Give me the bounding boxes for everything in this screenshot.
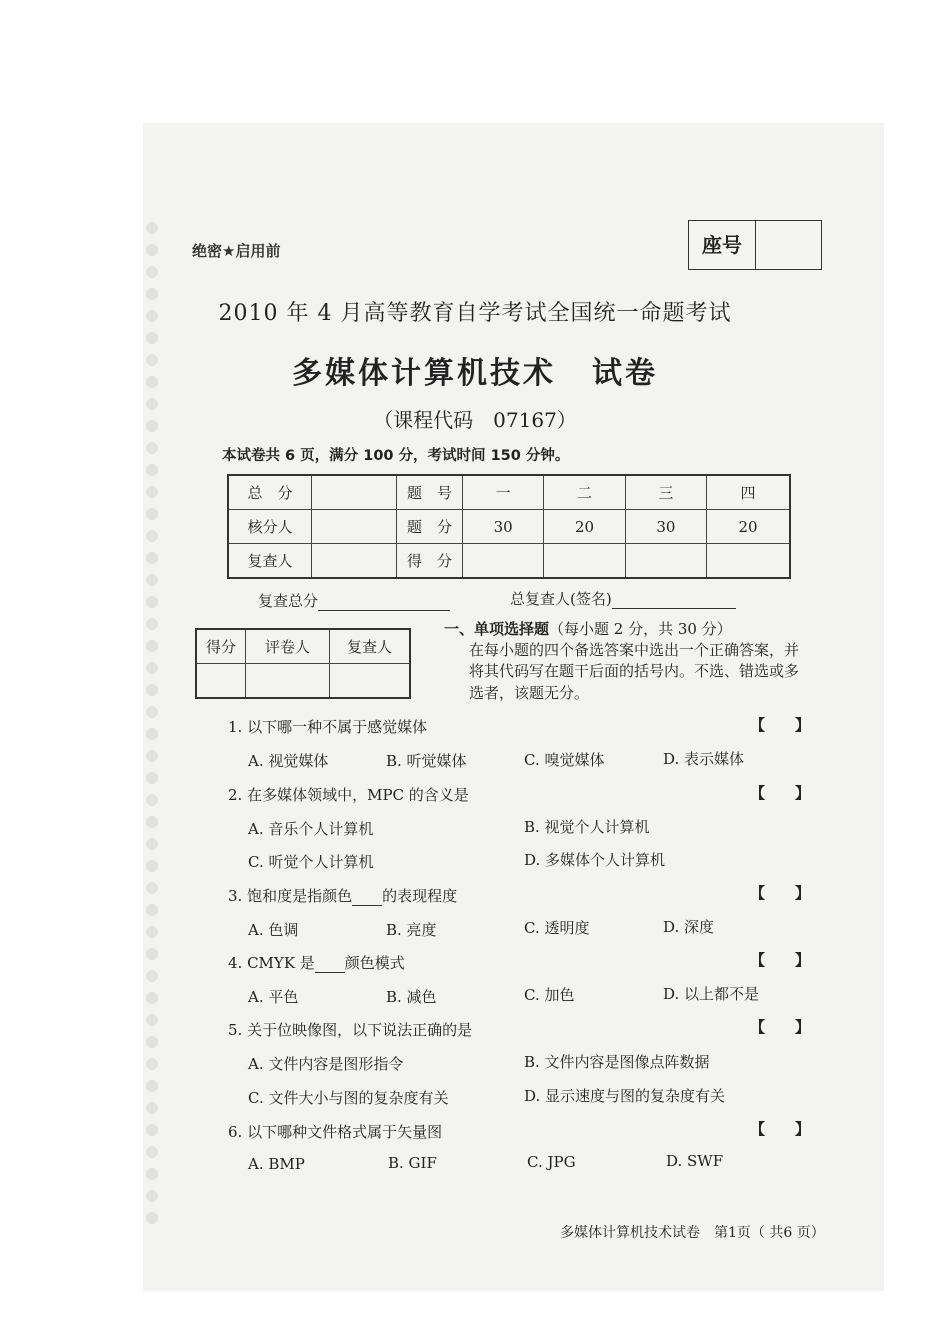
binding-hole [146,266,158,278]
question-4-stem-pre: 4. CMYK 是 [228,954,315,972]
question-4-stem [228,952,405,973]
binding-hole [146,1190,158,1202]
binding-hole [146,838,158,850]
binding-hole [146,860,158,872]
section-title: 一、单项选择题 [444,620,550,638]
review-total [258,590,450,611]
table-cell: 三 [625,475,706,510]
question-4-option-c: C. 加色 [524,986,575,1004]
binding-hole [146,992,158,1004]
question-1-option-c: C. 嗅觉媒体 [524,751,605,769]
page-footer: 多媒体计算机技术试卷 第1页（ 共6 页） [560,1225,825,1241]
table-cell: 评卷人 [246,629,330,664]
table-cell [246,664,330,699]
question-4-stem-post: 颜色模式 [344,954,405,972]
table-cell: 一 [463,475,544,510]
binding-hole [146,1212,158,1224]
table-cell [312,475,397,510]
question-1-option-b: B. 听觉媒体 [386,752,467,770]
table-cell: 题 分 [397,510,463,544]
binding-hole [146,618,158,630]
question-6-option-a: A. BMP [248,1155,305,1173]
table-cell: 得分 [196,629,246,664]
answer-bracket: 【 】 [750,1120,811,1138]
review-total-line [318,595,450,611]
question-3-option-b: B. 亮度 [386,921,437,939]
question-1-option-a: A. 视觉媒体 [248,752,329,770]
question-3-stem-post: 的表现程度 [382,887,458,905]
table-row [196,629,410,664]
answer-bracket: 【 】 [750,951,811,969]
question-1-option-d: D. 表示媒体 [663,750,745,768]
table-cell: 30 [463,510,544,544]
binding-hole [146,1124,158,1136]
question-4-option-b: B. 减色 [386,988,437,1006]
question-3-option-a: A. 色调 [248,921,299,939]
binding-hole [146,486,158,498]
exam-title: 2010 年 4 月高等教育自学考试全国统一命题考试 [218,301,732,326]
section-score-table [195,628,411,699]
table-cell: 题 号 [397,475,463,510]
question-2-option-c: C. 听觉个人计算机 [248,853,374,871]
binding-hole [146,882,158,894]
binding-hole [146,1102,158,1114]
table-cell: 总 分 [228,475,312,510]
table-cell [625,544,706,579]
binding-hole [146,926,158,938]
question-5-option-a: A. 文件内容是图形指令 [248,1055,404,1073]
binding-hole [146,464,158,476]
score-table [227,474,791,579]
chief-reviewer-label: 总复查人(签名) [510,590,612,608]
fill-blank [352,891,382,906]
question-4-option-d: D. 以上都不是 [663,985,760,1003]
paper-label: 试卷 [592,356,658,391]
table-cell: 核分人 [228,510,312,544]
binding-hole [146,574,158,586]
binding-hole [146,706,158,718]
binding-hole [146,684,158,696]
binding-hole [146,596,158,608]
section-heading [444,618,732,639]
question-4-option-a: A. 平色 [248,988,299,1006]
table-cell: 得 分 [397,544,463,579]
table-cell [707,544,790,579]
section-desc-line: 在每小题的四个备选答案中选出一个正确答案，并 [469,641,800,659]
question-3-option-d: D. 深度 [663,918,715,936]
table-cell [463,544,544,579]
binding-hole [146,508,158,520]
binding-hole [146,1058,158,1070]
answer-bracket: 【 】 [750,884,811,902]
binding-hole [146,222,158,234]
table-cell [196,664,246,699]
question-6-option-d: D. SWF [666,1152,724,1170]
chief-reviewer [510,588,736,609]
table-cell [330,664,411,699]
question-5-option-c: C. 文件大小与图的复杂度有关 [248,1089,449,1107]
review-total-label: 复查总分 [258,592,319,610]
table-row [228,510,790,544]
table-cell: 复查人 [228,544,312,579]
question-5-option-d: D. 显示速度与图的复杂度有关 [524,1087,726,1105]
question-6-stem: 6. 以下哪种文件格式属于矢量图 [228,1123,443,1141]
question-3-stem [228,885,457,906]
table-cell [544,544,625,579]
binding-hole [146,244,158,256]
binding-hole [146,332,158,344]
question-3-option-c: C. 透明度 [524,919,590,937]
seat-number-box [688,220,822,270]
table-cell: 20 [544,510,625,544]
binding-hole [146,728,158,740]
question-5-stem: 5. 关于位映像图，以下说法正确的是 [228,1021,473,1039]
table-row [196,664,410,699]
table-cell: 20 [707,510,790,544]
question-2-stem: 2. 在多媒体领域中，MPC 的含义是 [228,786,469,804]
binding-hole [146,640,158,652]
binding-hole [146,662,158,674]
table-cell: 复查人 [330,629,411,664]
binding-hole [146,1146,158,1158]
section-note: （每小题 2 分，共 30 分） [549,620,732,638]
question-2-option-a: A. 音乐个人计算机 [248,820,374,838]
seat-number-label: 座号 [689,221,756,269]
subject-title [0,348,950,392]
question-2-option-d: D. 多媒体个人计算机 [524,851,666,869]
binding-hole [146,948,158,960]
table-cell [312,510,397,544]
subject-name: 多媒体计算机技术 [292,356,556,391]
binding-hole [146,1168,158,1180]
binding-hole [146,750,158,762]
section-desc-line: 选者，该题无分。 [469,684,590,702]
chief-reviewer-line [612,593,736,609]
course-code: （课程代码 07167） [373,408,577,432]
table-cell: 30 [625,510,706,544]
question-2-option-b: B. 视觉个人计算机 [524,818,650,836]
binding-hole [146,772,158,784]
question-6-option-c: C. JPG [527,1153,576,1171]
binding-hole [146,816,158,828]
answer-bracket: 【 】 [750,716,811,734]
question-5-option-b: B. 文件内容是图像点阵数据 [524,1053,710,1071]
question-3-stem-pre: 3. 饱和度是指颜色 [228,887,353,905]
exam-intro: 本试卷共 6 页，满分 100 分，考试时间 150 分钟。 [222,448,570,464]
fill-blank [315,958,345,973]
binding-hole [146,1014,158,1026]
binding-hole [146,552,158,564]
answer-bracket: 【 】 [750,1018,811,1036]
binding-hole [146,904,158,916]
binding-hole [146,970,158,982]
table-cell: 二 [544,475,625,510]
table-cell: 四 [707,475,790,510]
answer-bracket: 【 】 [750,784,811,802]
question-1-stem: 1. 以下哪一种不属于感觉媒体 [228,718,428,736]
table-row [228,544,790,579]
table-cell [312,544,397,579]
section-desc-line: 将其代码写在题干后面的括号内。不选、错选或多 [469,662,800,680]
question-6-option-b: B. GIF [388,1154,437,1172]
confidential-label: 绝密★启用前 [192,242,281,260]
binding-hole [146,530,158,542]
binding-hole [146,442,158,454]
binding-hole [146,1036,158,1048]
binding-hole [146,794,158,806]
binding-hole [146,1080,158,1092]
table-row [228,475,790,510]
